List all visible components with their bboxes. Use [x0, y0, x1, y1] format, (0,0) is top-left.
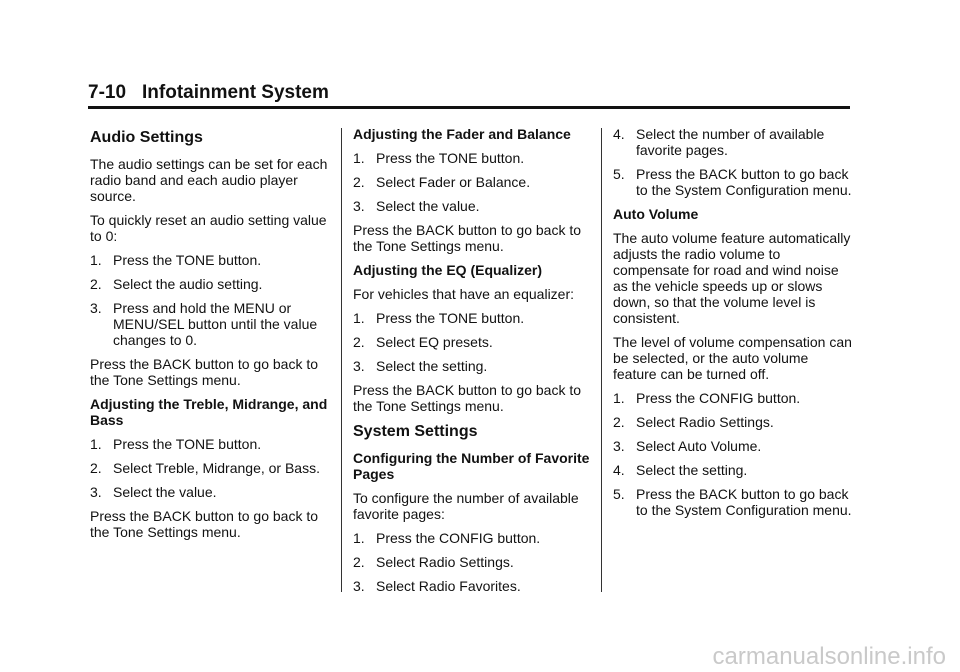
step-number: 2. [90, 460, 102, 476]
list-item [353, 578, 595, 594]
list-item [353, 310, 595, 326]
step-text: Press the TONE button. [113, 252, 262, 268]
chapter-title: Infotainment System [142, 82, 329, 103]
step-text: Press and hold the MENU or MENU/SEL button until the value changes to 0. [113, 300, 318, 348]
step-number: 3. [353, 578, 365, 594]
paragraph: The level of volume compensation can be selected, or the auto volume feature can be turned off. [613, 334, 852, 382]
list-item [90, 484, 332, 500]
step-text: Press the CONFIG button. [376, 530, 541, 546]
list-item [353, 150, 595, 166]
step-text: Press the CONFIG button. [636, 390, 801, 406]
column-2 [353, 126, 595, 602]
step-text: Select the value. [376, 198, 480, 214]
step-number: 5. [613, 486, 625, 502]
step-number: 3. [613, 438, 625, 454]
paragraph: Press the BACK button to go back to the Tone Settings menu. [353, 222, 582, 254]
header-rule [88, 106, 850, 109]
column-3 [613, 126, 855, 526]
step-number: 3. [353, 198, 365, 214]
step-number: 2. [353, 334, 365, 350]
subheading-auto-volume: Auto Volume [613, 206, 699, 222]
step-number: 1. [353, 310, 365, 326]
step-text: Select the value. [113, 484, 217, 500]
list-item [353, 554, 595, 570]
column-divider [601, 128, 602, 592]
subheading-treble-midrange-bass: Adjusting the Treble, Midrange, and Bass [90, 396, 328, 428]
subheading-eq: Adjusting the EQ (Equalizer) [353, 262, 543, 278]
step-list [353, 530, 595, 594]
paragraph: To configure the number of available favorite pages: [353, 490, 579, 522]
page-title [88, 82, 850, 104]
step-number: 3. [353, 358, 365, 374]
step-text: Press the TONE button. [113, 436, 262, 452]
list-item [90, 300, 332, 348]
list-item [90, 436, 332, 452]
list-item [613, 166, 855, 198]
step-number: 1. [353, 530, 365, 546]
list-item [90, 252, 332, 268]
subheading-fader-balance: Adjusting the Fader and Balance [353, 126, 571, 142]
paragraph: Press the BACK button to go back to the Tone Settings menu. [90, 508, 319, 540]
list-item [613, 414, 855, 430]
section-heading-system-settings: System Settings [353, 423, 478, 440]
page-header [88, 82, 850, 109]
step-text: Select Fader or Balance. [376, 174, 531, 190]
step-number: 3. [90, 484, 102, 500]
step-text: Select the audio setting. [113, 276, 263, 292]
paragraph: For vehicles that have an equalizer: [353, 286, 575, 302]
step-number: 3. [90, 300, 102, 316]
step-number: 5. [613, 166, 625, 182]
paragraph: Press the BACK button to go back to the Tone Settings menu. [90, 356, 319, 388]
step-list [90, 436, 332, 500]
step-text: Press the TONE button. [376, 150, 525, 166]
subheading-favorite-pages: Configuring the Number of Favorite Pages [353, 450, 590, 482]
column-divider [341, 128, 342, 592]
column-1 [90, 126, 332, 548]
step-text: Press the BACK button to go back to the System Configuration menu. [636, 166, 852, 198]
list-item [353, 174, 595, 190]
step-text: Select Auto Volume. [636, 438, 762, 454]
watermark: carmanualsonline.info [712, 643, 946, 670]
list-item [90, 460, 332, 476]
step-number: 4. [613, 126, 625, 142]
step-list [353, 310, 595, 374]
step-number: 2. [353, 174, 365, 190]
step-list [613, 126, 855, 198]
step-text: Select the setting. [376, 358, 488, 374]
step-text: Select the number of available favorite pages. [636, 126, 825, 158]
list-item [613, 486, 855, 518]
step-text: Select Radio Settings. [376, 554, 514, 570]
step-number: 1. [613, 390, 625, 406]
step-text: Select the setting. [636, 462, 748, 478]
step-number: 2. [90, 276, 102, 292]
step-list [90, 252, 332, 348]
step-text: Press the BACK button to go back to the System Configuration menu. [636, 486, 852, 518]
list-item [353, 530, 595, 546]
step-text: Press the TONE button. [376, 310, 525, 326]
step-text: Select EQ presets. [376, 334, 493, 350]
page-number: 7-10 [88, 82, 127, 103]
paragraph: Press the BACK button to go back to the Tone Settings menu. [353, 382, 582, 414]
step-number: 1. [353, 150, 365, 166]
section-heading-audio-settings: Audio Settings [90, 129, 203, 146]
step-number: 4. [613, 462, 625, 478]
step-list [613, 390, 855, 518]
list-item [353, 358, 595, 374]
list-item [613, 462, 855, 478]
list-item [353, 334, 595, 350]
step-text: Select Radio Favorites. [376, 578, 521, 594]
list-item [90, 276, 332, 292]
list-item [613, 126, 855, 158]
step-list [353, 150, 595, 214]
paragraph: The auto volume feature automatically adjusts the radio volume to compensate for road and wind noise as the vehicle speeds up or slows down, so that the volume level is consistent. [613, 230, 851, 326]
step-text: Select Radio Settings. [636, 414, 774, 430]
step-text: Select Treble, Midrange, or Bass. [113, 460, 320, 476]
step-number: 2. [613, 414, 625, 430]
list-item [613, 390, 855, 406]
paragraph: To quickly reset an audio setting value to 0: [90, 212, 327, 244]
step-number: 1. [90, 252, 102, 268]
list-item [613, 438, 855, 454]
list-item [353, 198, 595, 214]
paragraph: The audio settings can be set for each radio band and each audio player source. [90, 156, 328, 204]
step-number: 1. [90, 436, 102, 452]
step-number: 2. [353, 554, 365, 570]
